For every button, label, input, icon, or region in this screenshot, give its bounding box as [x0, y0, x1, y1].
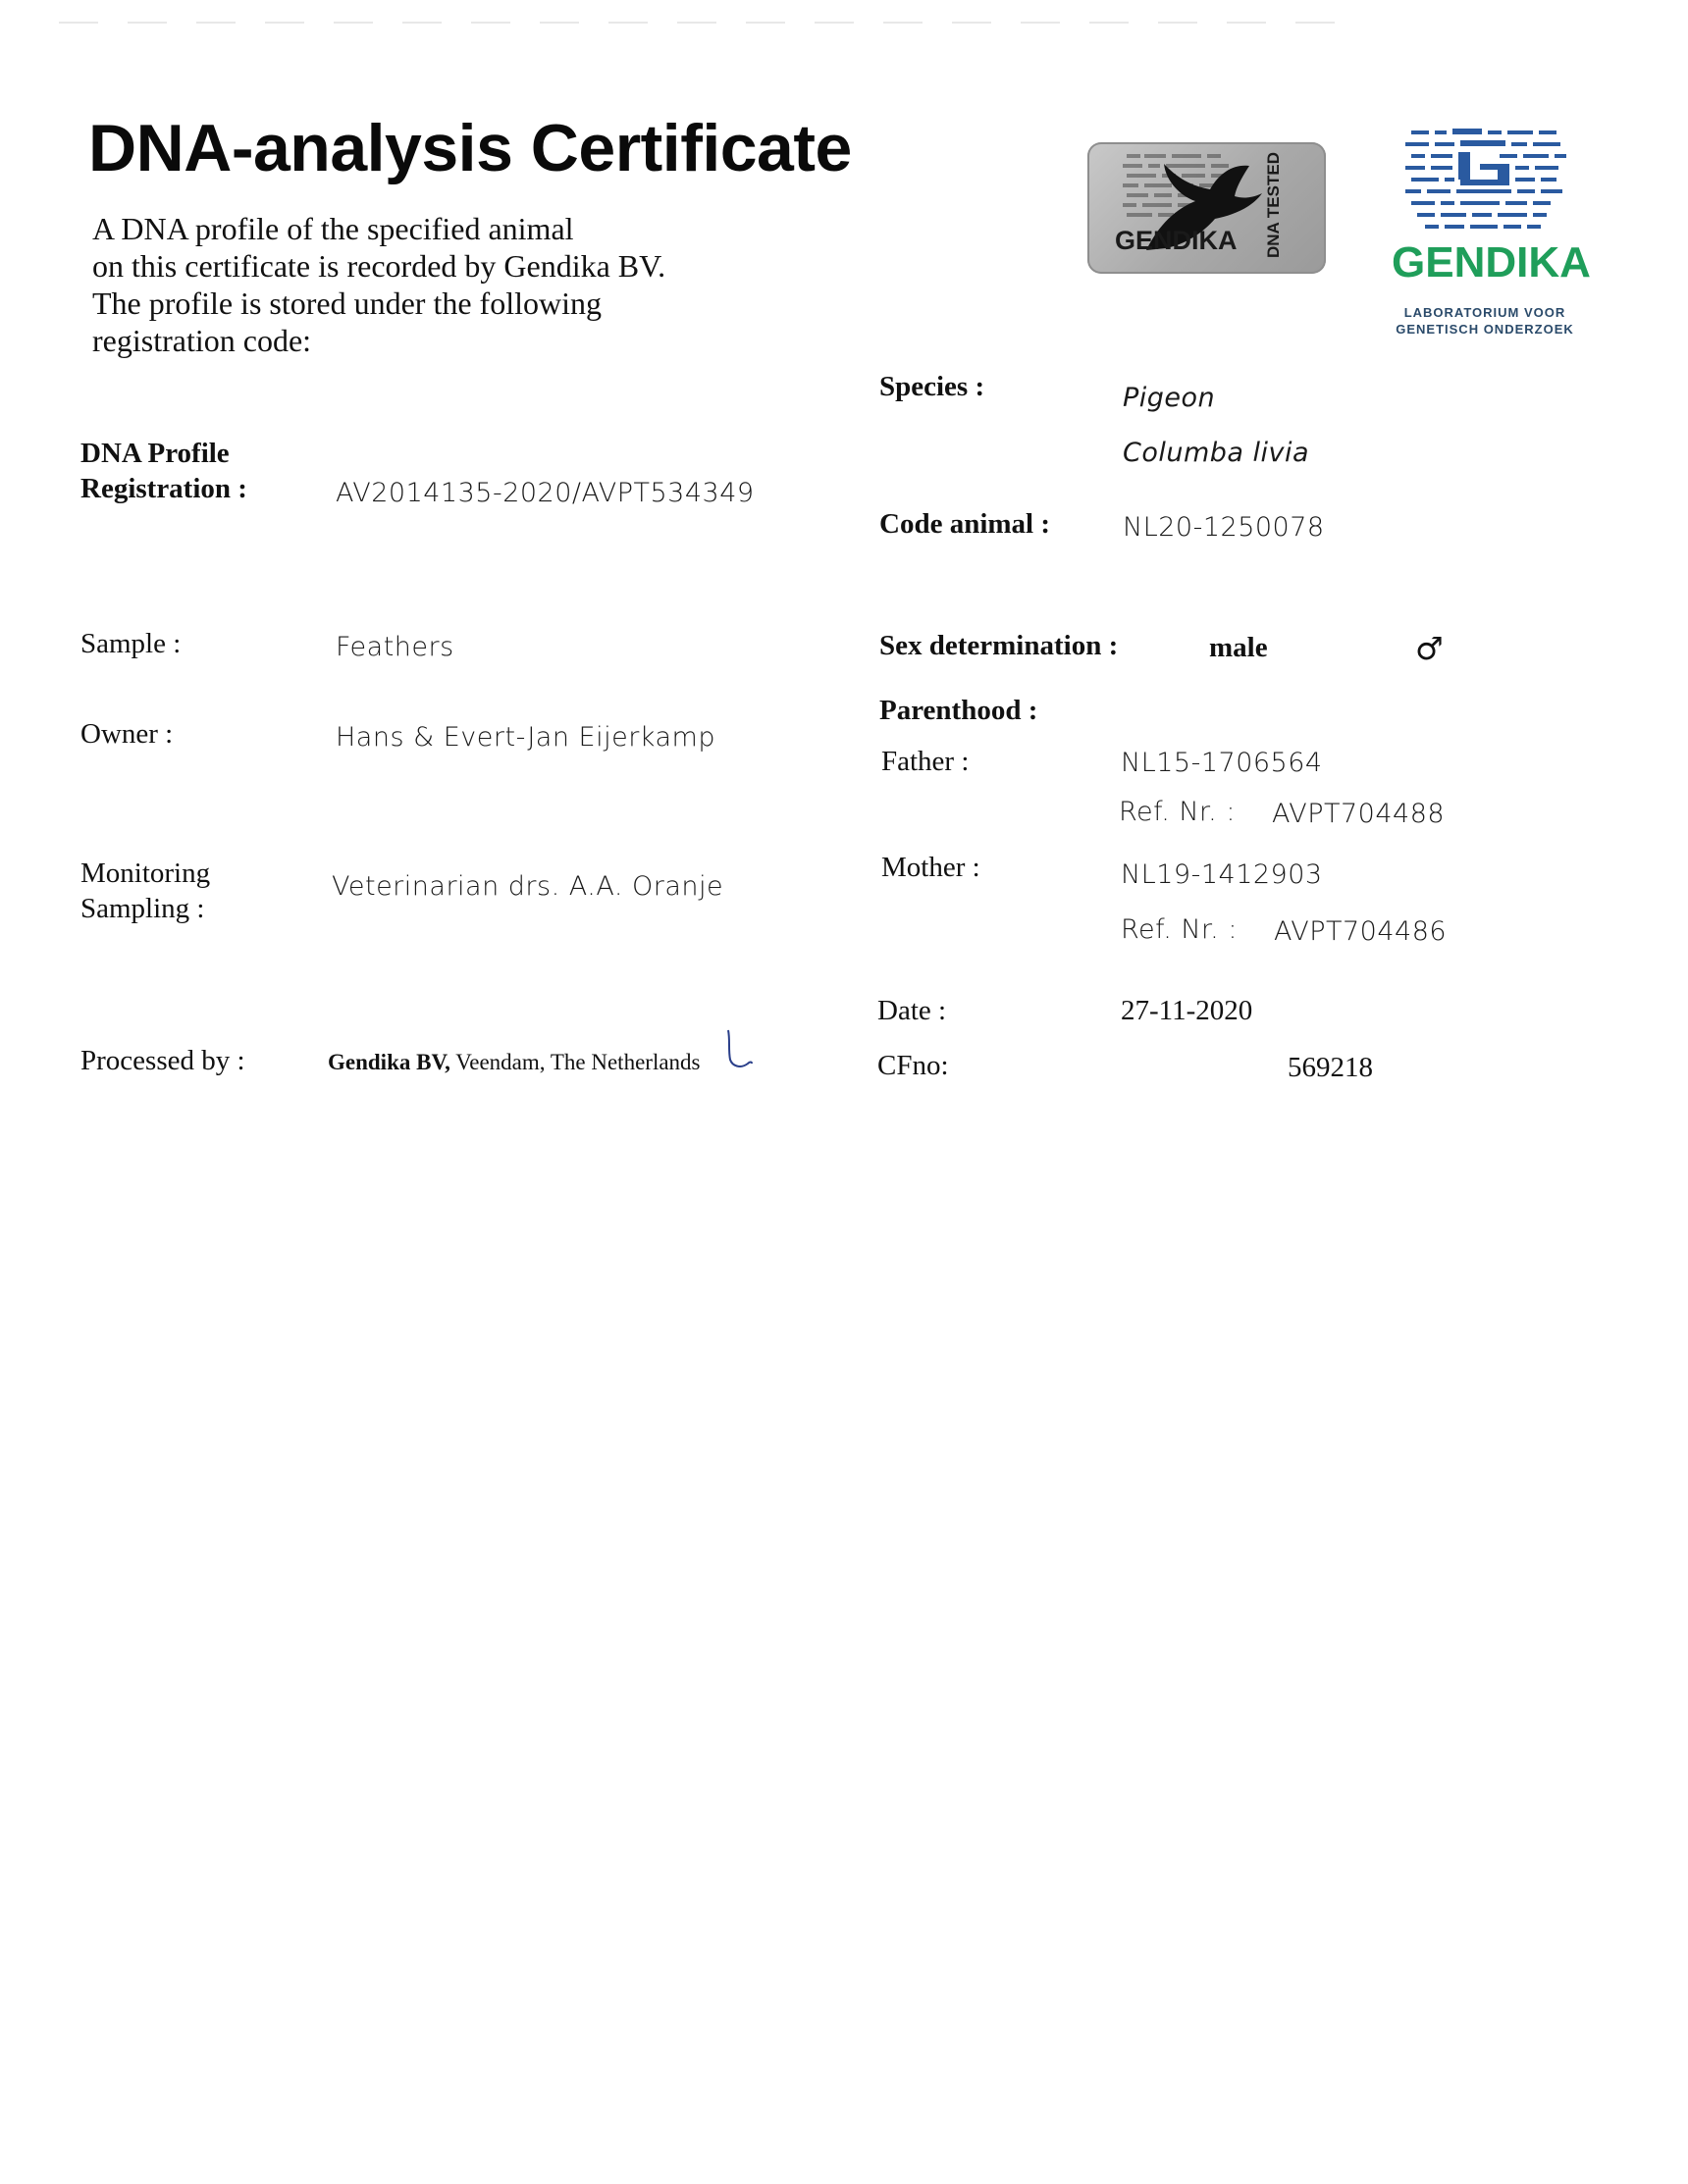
- intro-line: registration code:: [92, 323, 312, 358]
- father-label: Father :: [881, 746, 970, 777]
- dna-grid-icon: [1392, 123, 1578, 235]
- registration-label: DNA Profile: [80, 438, 230, 469]
- mother-ref-label: Ref. Nr. :: [1121, 914, 1238, 945]
- father-value: NL15-1706564: [1121, 748, 1323, 778]
- registration-label: Registration :: [80, 473, 247, 504]
- badge-label: DNA TESTED: [1264, 152, 1283, 258]
- logo-subtitle: GENETISCH ONDERZOEK: [1396, 322, 1574, 337]
- mother-ref-value: AVPT704486: [1274, 916, 1448, 947]
- sex-value: male: [1209, 632, 1268, 663]
- sample-label: Sample :: [80, 628, 182, 659]
- scan-top-edge: [59, 22, 1354, 24]
- logo-subtitle: LABORATORIUM VOOR: [1403, 305, 1566, 320]
- intro-line: The profile is stored under the following: [92, 286, 602, 321]
- monitoring-label: Sampling :: [80, 893, 205, 924]
- mother-value: NL19-1412903: [1121, 859, 1323, 890]
- owner-value: Hans & Evert-Jan Eijerkamp: [336, 722, 715, 753]
- processed-company: Gendika BV,: [328, 1050, 450, 1074]
- intro-line: A DNA profile of the specified animal: [92, 211, 574, 246]
- processed-value: [328, 1050, 701, 1075]
- intro-line: on this certificate is recorded by Gendika BV.: [92, 248, 666, 284]
- processed-label: Processed by :: [80, 1045, 245, 1076]
- monitoring-label: Monitoring: [80, 858, 211, 889]
- species-latin-value: Columba livia: [1123, 438, 1310, 468]
- cfno-value: 569218: [1288, 1052, 1373, 1083]
- date-value: 27-11-2020: [1121, 995, 1253, 1026]
- code-animal-label: Code animal :: [879, 508, 1050, 540]
- gendika-logo: [1392, 123, 1591, 338]
- logo-brand: GENDIKA: [1392, 238, 1591, 286]
- intro-text: [92, 210, 740, 359]
- monitoring-value: Veterinarian drs. A.A. Oranje: [332, 871, 724, 902]
- male-symbol-icon: ♂: [1415, 630, 1444, 667]
- certificate-title: DNA-analysis Certificate: [88, 111, 852, 185]
- date-label: Date :: [877, 995, 947, 1026]
- code-animal-value: NL20-1250078: [1123, 512, 1325, 543]
- signature-mark: [722, 1026, 756, 1077]
- species-label: Species :: [879, 371, 985, 402]
- father-ref-label: Ref. Nr. :: [1119, 797, 1236, 827]
- sex-label: Sex determination :: [879, 630, 1119, 661]
- mother-label: Mother :: [881, 852, 980, 883]
- processed-place: Veendam, The Netherlands: [449, 1050, 701, 1074]
- parenthood-label: Parenthood :: [879, 695, 1038, 726]
- father-ref-value: AVPT704488: [1272, 799, 1446, 829]
- cfno-label: CFno:: [877, 1050, 949, 1081]
- badge-brand: GENDIKA: [1115, 226, 1238, 255]
- registration-value: AV2014135-2020/AVPT534349: [336, 478, 755, 508]
- owner-label: Owner :: [80, 718, 174, 750]
- sample-value: Feathers: [336, 632, 454, 662]
- dna-tested-badge: [1087, 142, 1326, 274]
- species-common-value: Pigeon: [1123, 383, 1216, 413]
